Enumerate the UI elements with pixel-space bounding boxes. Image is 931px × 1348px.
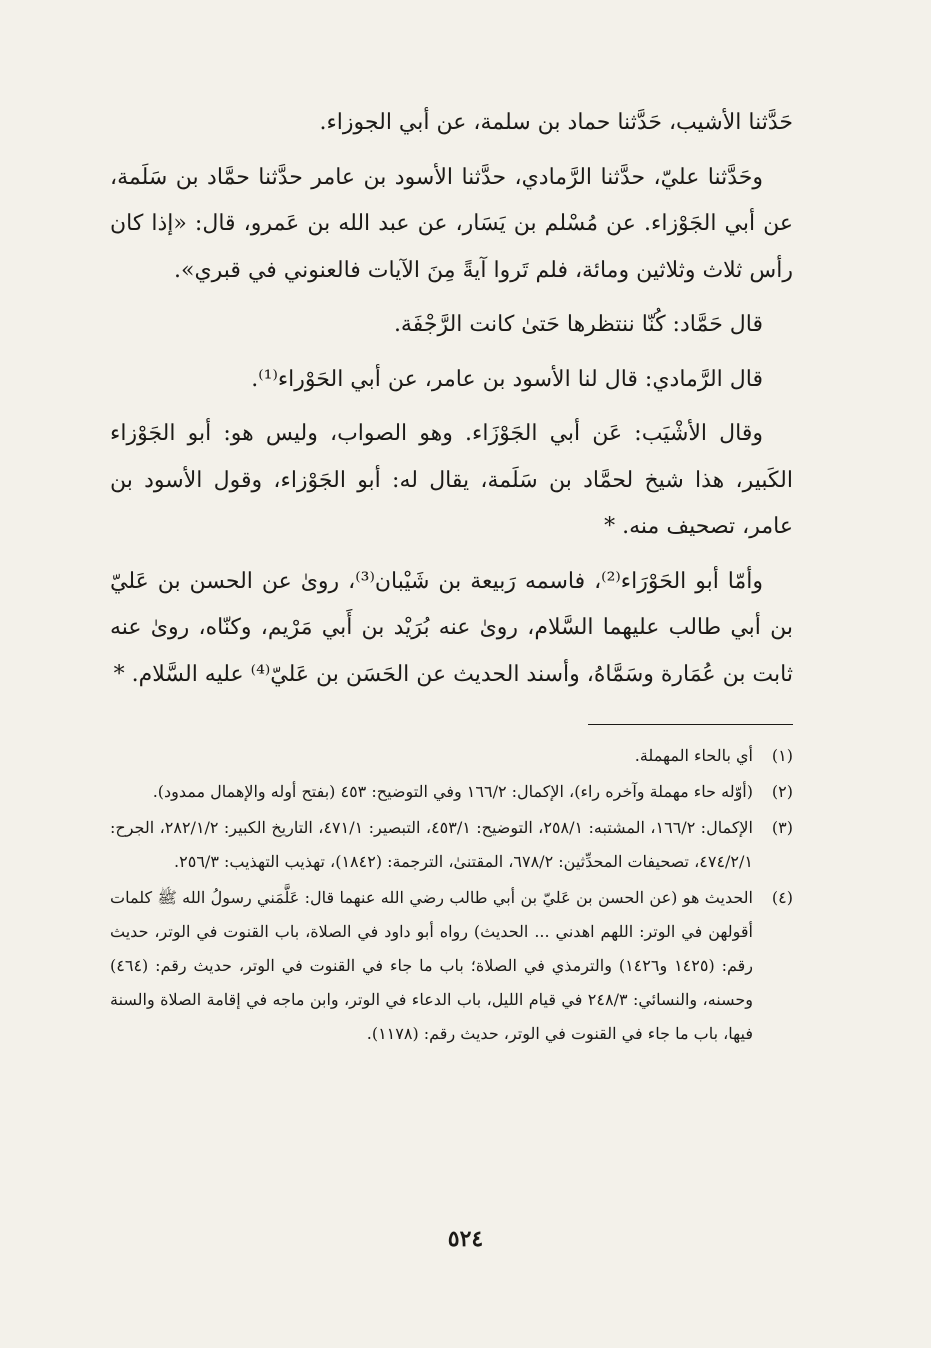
paragraph-5: وقال الأشْيَب: عَن أبي الجَوْزَاء. وهو الصواب، وليس هو: أبو الجَوْزاء الكَبير، هذا شيخ لحمَّاد بن سَلَمة، يقال له: أبو الجَوْزاء، وقول الأسود بن عامر، تصحيف منه. * [110, 421, 793, 539]
footnote-text: (أوّله حاء مهملة وآخره راء)، الإكمال: ١٦٦/٢ وفي التوضيح: ٤٥٣ (بفتح أوله والإهمال ممدود). [152, 782, 753, 801]
footnote-number: (١) [771, 746, 793, 765]
paragraph-6: وأمّا أبو الحَوْرَاء⁽²⁾، فاسمه رَبيعة بن شَيْبان⁽³⁾، روىٰ عن الحسن بن عَليّ بن أبي طالب عليهما السَّلام، روىٰ عنه بُرَيْد بن أَبي مَرْيم، وكنّاه، روىٰ عنه ثابت بن عُمَارة وسَمَّاهُ، وأسند الحديث عن الحَسَن بن عَليّ⁽⁴⁾ عليه السَّلام. * [110, 568, 793, 687]
footnote-number: (٣) [771, 818, 793, 837]
footnote-separator [588, 724, 793, 725]
page-number: ٥٢٤ [447, 1226, 484, 1252]
footnote-3 [110, 811, 793, 879]
paragraph-1: حَدَّثنا الأشيب، حَدَّثنا حماد بن سلمة، عن أبي الجوزاء. [319, 110, 793, 135]
footnote-4 [110, 881, 793, 1051]
footnote-2 [110, 775, 793, 809]
footnote-1 [110, 739, 793, 773]
paragraph-2: وحَدَّثنا عليّ، حدَّثنا الرَّمادي، حدَّثنا الأسود بن عامر حدَّثنا حمَّاد بن سَلَمة، عن أبي الجَوْزاء. عن مُسْلم بن يَسَار، عن عبد الله بن عَمرو، قال: «إذا كان رأس ثلاث وثلاثين ومائة، فلم تَروا آيةً مِنَ الآيات فالعنوني في قبري». [110, 164, 793, 283]
footnote-number: (٤) [771, 888, 793, 907]
footnote-text: أي بالحاء المهملة. [634, 746, 753, 765]
paragraph-4: قال الرَّمادي: قال لنا الأسود بن عامر، عن أبي الحَوْراء⁽¹⁾. [251, 366, 763, 392]
footnotes [110, 739, 793, 1051]
paragraph-3: قال حَمَّاد: كُنّا ننتظرها حَتىٰ كانت الرَّجْفَة. [393, 312, 763, 337]
footnote-text: الحديث هو (عن الحسن بن عَليّ بن أبي طالب رضي الله عنهما قال: عَلَّمَني رسولُ الله ﷺ كلمات أقولهن في الوتر: اللهم اهدني ... الحديث) رواه أبو داود في الصلاة، باب القنوت في الوتر، حديث رقم: (١٤٢٥ و١٤٢٦) والترمذي في الصلاة؛ باب ما جاء في القنوت في الوتر، حديث رقم: (٤٦٤) وحسنه، والنسائي: ٢٤٨/٣ في قيام الليل، باب الدعاء في الوتر، وابن ماجه في إقامة الصلاة والسنة فيها، باب ما جاء في القنوت في الوتر، حديث رقم: (١١٧٨). [110, 888, 754, 1043]
footnote-number: (٢) [771, 782, 793, 801]
main-text [110, 100, 793, 698]
footnote-text: الإكمال: ١٦٦/٢، المشتبه: ٢٥٨/١، التوضيح: ٤٥٣/١، التبصير: ٤٧١/١، التاريخ الكبير: ٢٨٢/١/٢، الجرح: ٤٧٤/٢/١، تصحيفات المحدِّثين: ٦٧٨/٢، المقتنىٰ، الترجمة: (١٨٤٢)، تهذيب التهذيب: ٢٥٦/٣. [110, 818, 754, 871]
